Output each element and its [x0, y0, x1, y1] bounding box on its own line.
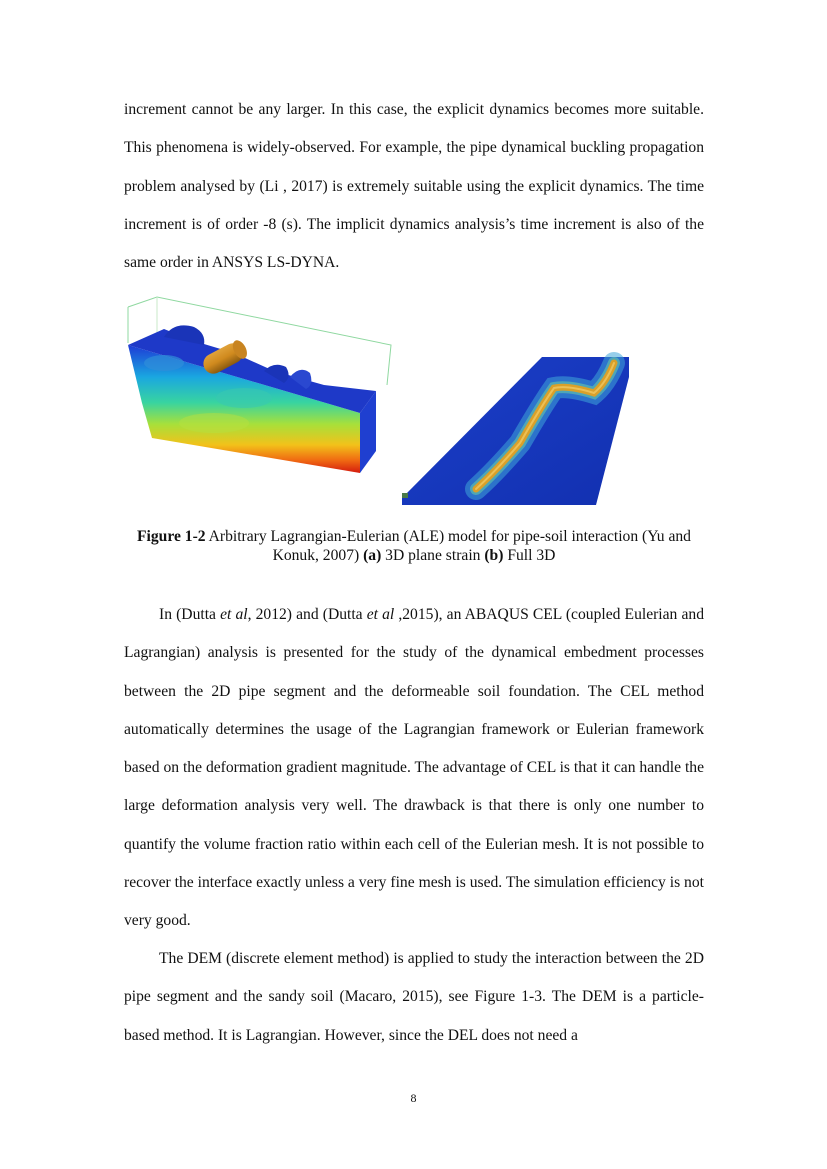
page-number: 8: [410, 1091, 417, 1105]
figure-1-2: [124, 293, 704, 511]
paragraph-1: increment cannot be any larger. In this case, the explicit dynamics becomes more suitable. This phenomena is widely-observed. For example, the pipe dynamical buckling propagation problem analysed by (Li , 2017) is extremely suitable using the explicit dynamics. The time increment is of order -8 (s). The implicit dynamics analysis’s time increment is also of the same order in ANSYS LS-DYNA.: [124, 101, 704, 272]
figure-caption: Figure 1-2 Arbitrary Lagrangian-Eulerian (ALE) model for pipe-soil interaction (Yu and Konuk, 2007) (a) 3D plane strain (b) Full 3D: [137, 528, 691, 564]
figure-panel-a-plane-strain: [128, 297, 391, 473]
paragraph-3: The DEM (discrete element method) is applied to study the interaction between the 2D pipe segment and the sandy soil (Macaro, 2015), see Figure 1-3. The DEM is a particle-based method. It is Lagrangian. However, since the DEL does not need a: [124, 950, 704, 1044]
figure-label: Figure 1-2: [137, 528, 206, 545]
paragraph-2: In (Dutta et al, 2012) and (Dutta et al ,2015), an ABAQUS CEL (coupled Eulerian and Lagrangian) analysis is presented for the study of the dynamical embedment processes between the 2D pipe segment and the deformeable soil foundation. The CEL method automatically determines the usage of the Lagrangian framework or Eulerian framework based on the deformation gradient magnitude. The advantage of CEL is that it can handle the large deformation analysis very well. The drawback is that there is only one number to quantify the volume fraction ratio within each cell of the Eulerian mesh. It is not possible to recover the interface exactly unless a very fine mesh is used. The simulation efficiency is not very good.: [124, 606, 704, 930]
figure-panel-b-full-3d: [394, 353, 630, 507]
